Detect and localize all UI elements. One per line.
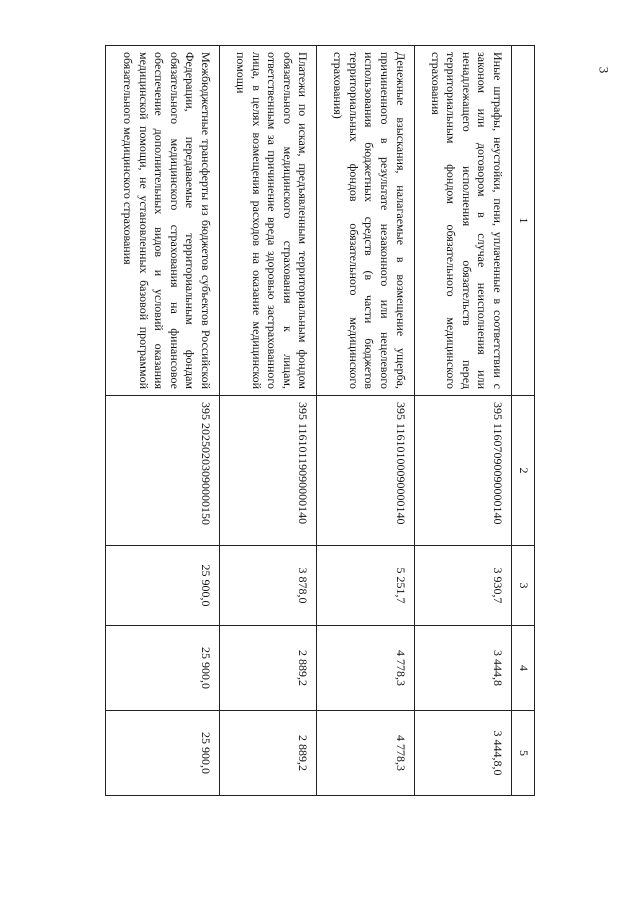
row-value-col3: 5 251,7: [317, 546, 414, 626]
row-value-col3: 25 900,0: [106, 546, 220, 626]
row-value-col3: 3 930,7: [414, 546, 511, 626]
header-col-2: 2: [512, 396, 535, 546]
header-col-4: 4: [512, 626, 535, 711]
row-value-col5: 3 444,8,0: [414, 711, 511, 796]
table-row: [220, 46, 317, 796]
table-stage: [105, 45, 535, 795]
row-value-col4: 2 889,2: [220, 626, 317, 711]
row-value-col4: 4 778,3: [317, 626, 414, 711]
row-code: 395 11610119090000140: [220, 396, 317, 546]
header-col-1: 1: [512, 46, 535, 396]
table-row: [317, 46, 414, 796]
row-code: 395 11610100090000140: [317, 396, 414, 546]
row-name: Иные штрафы, неустойки, пени, уплаченные в соответствии с законом или договором в случае неисполнения или ненадлежащего исполнения обязательств перед территориальным фондом обязательного медицинского страхования: [414, 46, 511, 396]
row-name: Межбюджетные трансферты из бюджетов субъектов Российской Федерации, передаваемые территориальным фондам обязательного медицинского страхования на финансовое обеспечение дополнительных видов и условий оказания медицинской помощи, не установленных базовой программой обязательного медицинского страхования: [106, 46, 220, 396]
row-value-col4: 25 900,0: [106, 626, 220, 711]
row-code: 395 11607090090000140: [414, 396, 511, 546]
row-value-col5: 4 778,3: [317, 711, 414, 796]
page-number: 3: [596, 66, 612, 74]
header-col-3: 3: [512, 546, 535, 626]
row-value-col3: 3 878,0: [220, 546, 317, 626]
row-code: 395 20250203090000150: [106, 396, 220, 546]
table-header-row: [512, 46, 535, 796]
rotated-table-area: [105, 45, 535, 795]
row-value-col5: 25 900,0: [106, 711, 220, 796]
table-row: [414, 46, 511, 796]
row-value-col4: 3 444,8: [414, 626, 511, 711]
header-col-5: 5: [512, 711, 535, 796]
revenue-table: [105, 45, 535, 796]
row-name: Денежные взыскания, налагаемые в возмещение ущерба, причиненного в результате незаконного или нецелевого использования бюджетных средств (в части бюджетов территориальных фондов обязательного медицинского страхования): [317, 46, 414, 396]
table-row: [106, 46, 220, 796]
row-value-col5: 2 889,2: [220, 711, 317, 796]
row-name: Платежи по искам, предъявленным территориальным фондом обязательного медицинского страхования к лицам, ответственным за причинение вреда здоровью застрахованного лица, в целях возмещения расходов на оказание медицинской помощи: [220, 46, 317, 396]
